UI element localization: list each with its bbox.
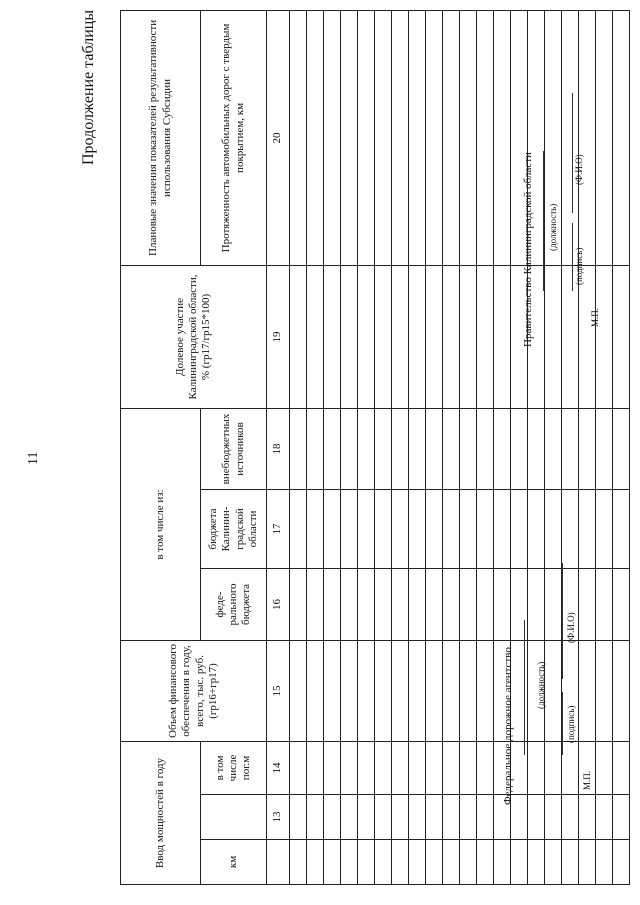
table-row bbox=[545, 10, 562, 884]
table-row bbox=[341, 10, 358, 884]
table-row bbox=[290, 10, 307, 884]
col-number: 20 bbox=[267, 10, 290, 265]
right-signature-org: Правительство Калининградской области bbox=[522, 152, 534, 347]
header-volume: Объем финансового обеспечения в году, всего, тыс. руб. (гр16+гр17) bbox=[121, 640, 267, 741]
data-table bbox=[120, 10, 630, 885]
table-row bbox=[375, 10, 392, 884]
left-signature-stamp: М.П. bbox=[582, 770, 592, 790]
header-planned: Плановые значения показателей результативности использования Субсидии bbox=[121, 10, 201, 265]
left-signature-org: Федеральное дорожное агентство bbox=[502, 647, 514, 805]
left-signature-name: (Ф.И.О) bbox=[566, 612, 576, 643]
table-row bbox=[426, 10, 443, 884]
table-row bbox=[409, 10, 426, 884]
table-row bbox=[562, 10, 579, 884]
header-incl: в том числе из: bbox=[121, 408, 201, 640]
header-length: Протяженность автомобильных дорог с твердым покрытием, км bbox=[201, 10, 267, 265]
left-signature-sign: (подпись) bbox=[566, 705, 576, 743]
header-share: Долевое участие Калининградской области, % (гр17/гр15*100) bbox=[121, 265, 267, 408]
col-number: 17 bbox=[267, 489, 290, 568]
right-signature-name: (Ф.И.О) bbox=[574, 154, 584, 185]
col-number: 14 bbox=[267, 741, 290, 794]
header-km: км bbox=[201, 840, 267, 885]
table-row bbox=[443, 10, 460, 884]
right-signature-stamp: М.П. bbox=[590, 307, 600, 327]
table-row bbox=[613, 10, 630, 884]
right-signature-sign: (подпись) bbox=[574, 247, 584, 285]
table-row bbox=[307, 10, 324, 884]
header-regional: бюджета Калинин-градской области bbox=[201, 489, 267, 568]
left-signature-position: (должность) bbox=[536, 661, 546, 709]
table-row bbox=[596, 10, 613, 884]
header-extra: внебюджетных источников bbox=[201, 408, 267, 489]
col-number: 13 bbox=[267, 795, 290, 840]
right-signature-position: (должность) bbox=[548, 203, 558, 251]
header-federal: феде-рального бюджета bbox=[201, 568, 267, 640]
col-number: 15 bbox=[267, 640, 290, 741]
table-row bbox=[358, 10, 375, 884]
header-input: Ввод мощностей в году bbox=[121, 741, 201, 884]
table-caption: Продолжение таблицы bbox=[80, 9, 97, 165]
col-number: 18 bbox=[267, 408, 290, 489]
table-row bbox=[579, 10, 596, 884]
table-row bbox=[528, 10, 545, 884]
table-row bbox=[392, 10, 409, 884]
col-number: 16 bbox=[267, 568, 290, 640]
page-number: 11 bbox=[26, 451, 41, 465]
col-number: 19 bbox=[267, 265, 290, 408]
table-row bbox=[477, 10, 494, 884]
table-row bbox=[324, 10, 341, 884]
header-incl-pm: в том числе пог.м bbox=[201, 741, 267, 794]
table-row bbox=[460, 10, 477, 884]
